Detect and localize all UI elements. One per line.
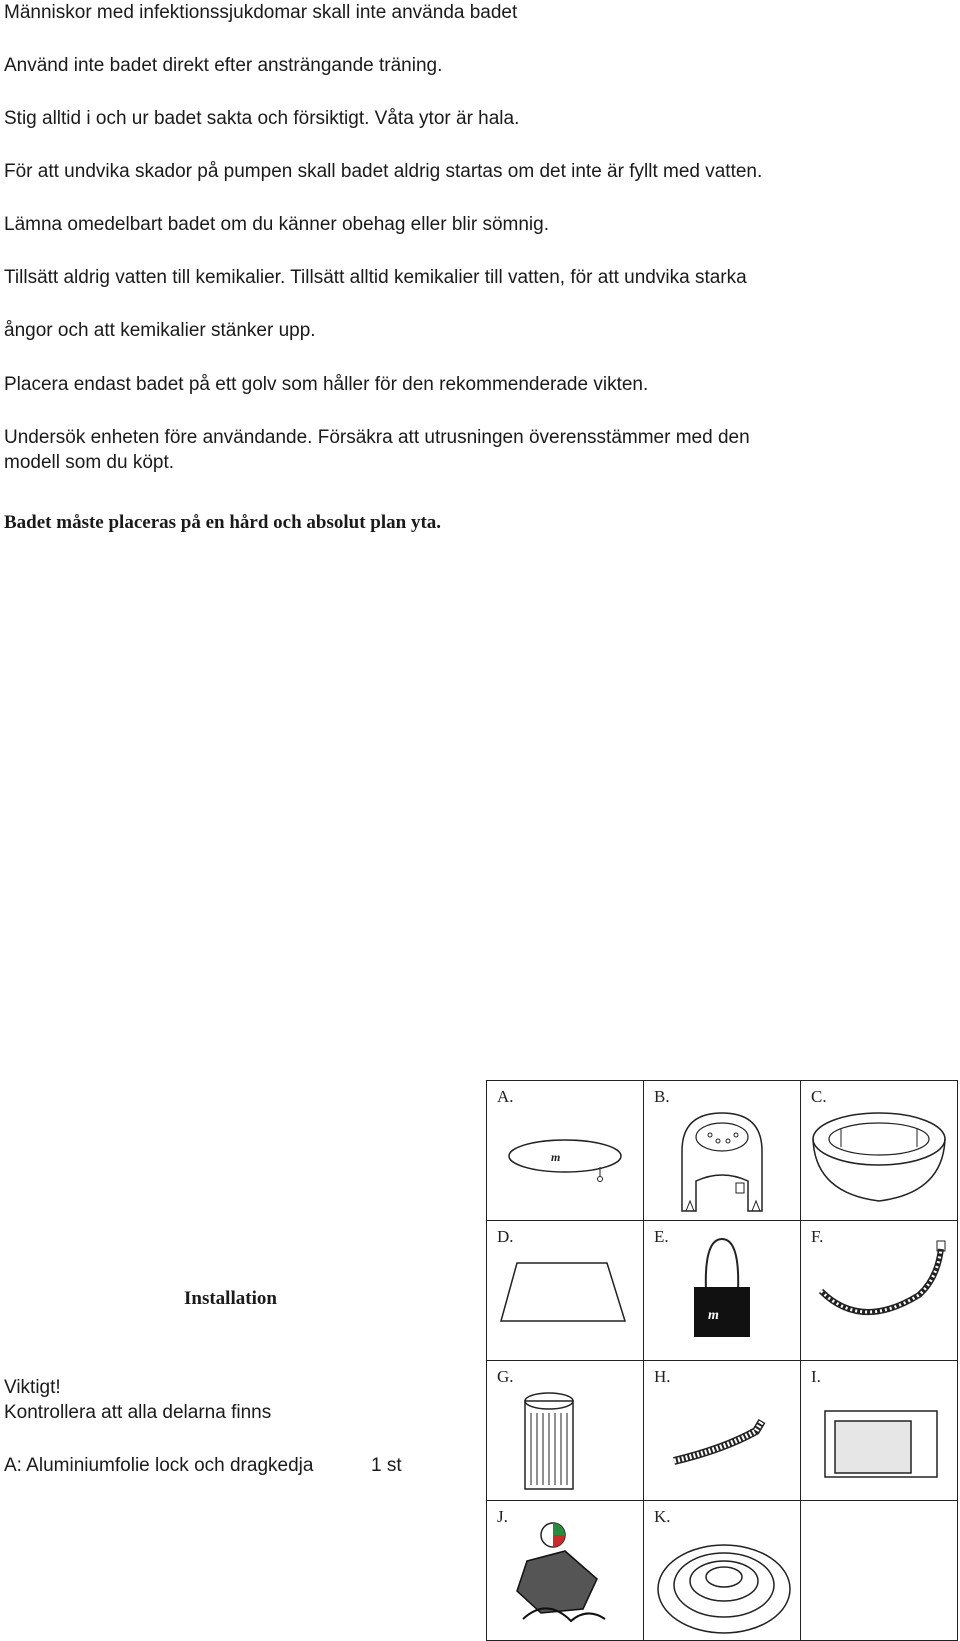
part-label: J.: [497, 1507, 508, 1526]
svg-text:m: m: [708, 1308, 719, 1323]
svg-text:m: m: [551, 1150, 561, 1164]
part-item-name: A: Aluminiumfolie lock och dragkedja: [4, 1455, 314, 1476]
part-cell-g: [487, 1361, 644, 1501]
part-cell-empty: [801, 1501, 958, 1641]
part-label: F.: [811, 1227, 824, 1246]
part-cell-e: [644, 1221, 801, 1361]
installation-heading: Installation: [184, 1288, 277, 1309]
part-label: H.: [654, 1367, 671, 1386]
part-cell-h: [644, 1361, 801, 1501]
parts-grid: [486, 1080, 958, 1641]
safety-line-floor: Placera endast badet på ett golv som håller för den rekommenderade vikten.: [4, 374, 649, 395]
part-cell-i: [801, 1361, 958, 1501]
part-cell-c: [801, 1081, 958, 1221]
part-cell-k: [644, 1501, 801, 1641]
part-item-quantity: 1 st: [371, 1455, 402, 1476]
chemical-floater-icon: [487, 1501, 643, 1640]
inflation-hose-icon: [801, 1221, 957, 1360]
part-label: E.: [654, 1227, 669, 1246]
repair-patch-icon: [801, 1361, 957, 1500]
part-label: C.: [811, 1087, 827, 1106]
safety-line-chemicals-cont: ångor och att kemikalier stänker upp.: [4, 320, 316, 341]
safety-line-discomfort: Lämna omedelbart badet om du känner obehag eller blir sömnig.: [4, 214, 549, 235]
check-parts-text: Kontrollera att alla delarna finns: [4, 1402, 272, 1423]
part-cell-a: [487, 1081, 644, 1221]
part-cell-d: [487, 1221, 644, 1361]
part-item-row: [4, 1453, 402, 1478]
safety-line-inspect-cont: modell som du köpt.: [4, 452, 175, 473]
safety-line-slippery: Stig alltid i och ur badet sakta och försiktigt. Våta ytor är hala.: [4, 108, 520, 129]
part-cell-f: [801, 1221, 958, 1361]
surface-warning: Badet måste placeras på en hård och absolut plan yta.: [4, 512, 442, 533]
safety-line-chemicals: Tillsätt aldrig vatten till kemikalier. Tillsätt alltid kemikalier till vatten, för att undvika starka: [4, 267, 747, 288]
safety-line-pump: För att undvika skador på pumpen skall badet aldrig startas om det inte är fyllt med vatten.: [4, 161, 763, 182]
safety-line-exercise: Använd inte badet direkt efter ansträngande träning.: [4, 55, 443, 76]
important-label: Viktigt!: [4, 1377, 61, 1398]
safety-line-inspect: Undersök enheten före användande. Försäkra att utrusningen överensstämmer med den: [4, 427, 750, 448]
part-label: D.: [497, 1227, 514, 1246]
part-label: K.: [654, 1507, 671, 1526]
part-label: B.: [654, 1087, 670, 1106]
part-label: I.: [811, 1367, 821, 1386]
part-cell-b: [644, 1081, 801, 1221]
safety-line-infection: Människor med infektionssjukdomar skall inte använda badet: [4, 2, 518, 23]
part-label: G.: [497, 1367, 514, 1386]
part-label: A.: [497, 1087, 514, 1106]
part-cell-j: [487, 1501, 644, 1641]
